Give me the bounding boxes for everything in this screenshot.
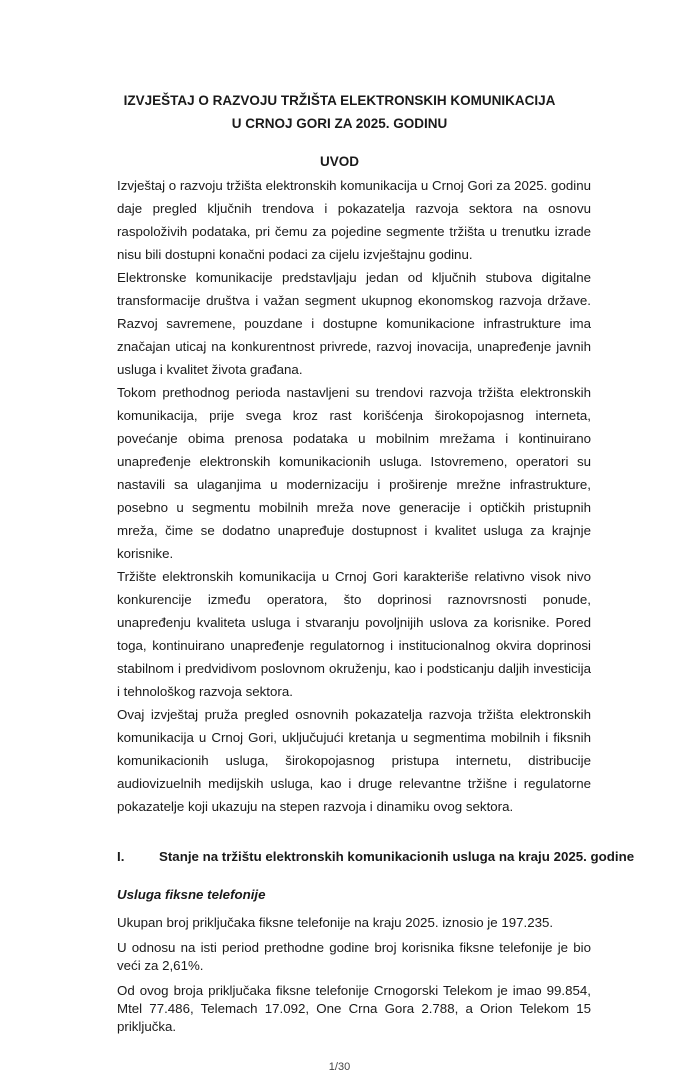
intro-paragraph: Elektronske komunikacije predstavljaju jedan od ključnih stubova digitalne transformacije društva i važan segment ukupnog ekonomskog razvoja države. Razvoj savremene, pouzdane i dostupne komunikacione infrastrukture ima značajan uticaj na konkurentnost privrede, razvoj inovacija, unapređenje javnih usluga i kvalitet života građana. bbox=[117, 270, 591, 377]
fixed-telephony-paragraph: U odnosu na isti period prethodne godine broj korisnika fiksne telefonije je bio veći za 2,61%. bbox=[117, 940, 591, 973]
section-heading bbox=[117, 848, 635, 866]
fixed-telephony-paragraph: Ukupan broj priključaka fiksne telefonije na kraju 2025. iznosio je 197.235. bbox=[117, 915, 554, 930]
page-number: 1/30 bbox=[328, 1061, 351, 1073]
intro-paragraph: Ovaj izvještaj pruža pregled osnovnih pokazatelja razvoja tržišta elektronskih komunikacija u Crnoj Gori, uključujući kretanja u segmentima mobilnih i fiksnih komunikacionih usluga, širokopojasnog pristupa internetu, distribucije audiovizuelnih medijskih usluga, kao i druge relevantne tržišne i regulatorne pokazatelje koji ukazuju na stepen razvoja i dinamiku ovog sektora. bbox=[117, 707, 591, 814]
section-title: Stanje na tržištu elektronskih komunikacionih usluga na kraju 2025. godine bbox=[159, 849, 635, 864]
title-line-1: IZVJEŠTAJ O RAZVOJU TRŽIŠTA ELEKTRONSKIH KOMUNIKACIJA bbox=[123, 93, 556, 108]
intro-paragraph: Izvještaj o razvoju tržišta elektronskih komunikacija u Crnoj Gori za 2025. godinu daje pregled ključnih trendova i pokazatelja razvoja sektora na osnovu raspoloživih podataka, pri čemu za pojedine segmente tržišta u trenutku izrade nisu bili dostupni konačni podaci za cijelu izvještajnu godinu. bbox=[117, 178, 591, 262]
subsection-heading: Usluga fiksne telefonije bbox=[117, 887, 266, 902]
fixed-telephony-paragraph: Od ovog broja priključaka fiksne telefonije Crnogorski Telekom je imao 99.854, Mtel 77.486, Telemach 17.092, One Crna Gora 2.788, a Orion Telekom 15 priključka. bbox=[117, 983, 591, 1034]
intro-paragraph: Tržište elektronskih komunikacija u Crnoj Gori karakteriše relativno visok nivo konkurencije između operatora, što doprinosi raznovrsnosti ponude, unapređenju kvaliteta usluga i stvaranju povoljnijih uslova za korisnike. Pored toga, kontinuirano unapređenje regulatornog i institucionalnog okvira doprinosi stabilnom i predvidivom poslovnom okruženju, kao i podsticanju daljih investicija i tehnološkog razvoja sektora. bbox=[117, 569, 591, 699]
intro-heading: UVOD bbox=[319, 154, 359, 169]
intro-paragraph: Tokom prethodnog perioda nastavljeni su trendovi razvoja tržišta elektronskih komunikacija, prije svega kroz rast korišćenja širokopojasnog interneta, povećanje obima prenosa podataka u mobilnim mrežama i kontinuirano unapređenje elektronskih komunikacionih usluga. Istovremeno, operatori su nastavili sa ulaganjima u modernizaciju i proširenje mrežne infrastrukture, posebno u segmentu mobilnih mreža nove generacije i optičkih pristupnih mreža, čime se dodatno unapređuje dostupnost i kvalitet usluga za krajnje korisnike. bbox=[117, 385, 591, 561]
title-line-2: U CRNOJ GORI ZA 2025. GODINU bbox=[231, 116, 448, 131]
intro-section bbox=[117, 174, 591, 818]
section-number: I. bbox=[117, 849, 125, 864]
document-title bbox=[0, 89, 679, 135]
fixed-telephony-section bbox=[117, 914, 591, 1036]
